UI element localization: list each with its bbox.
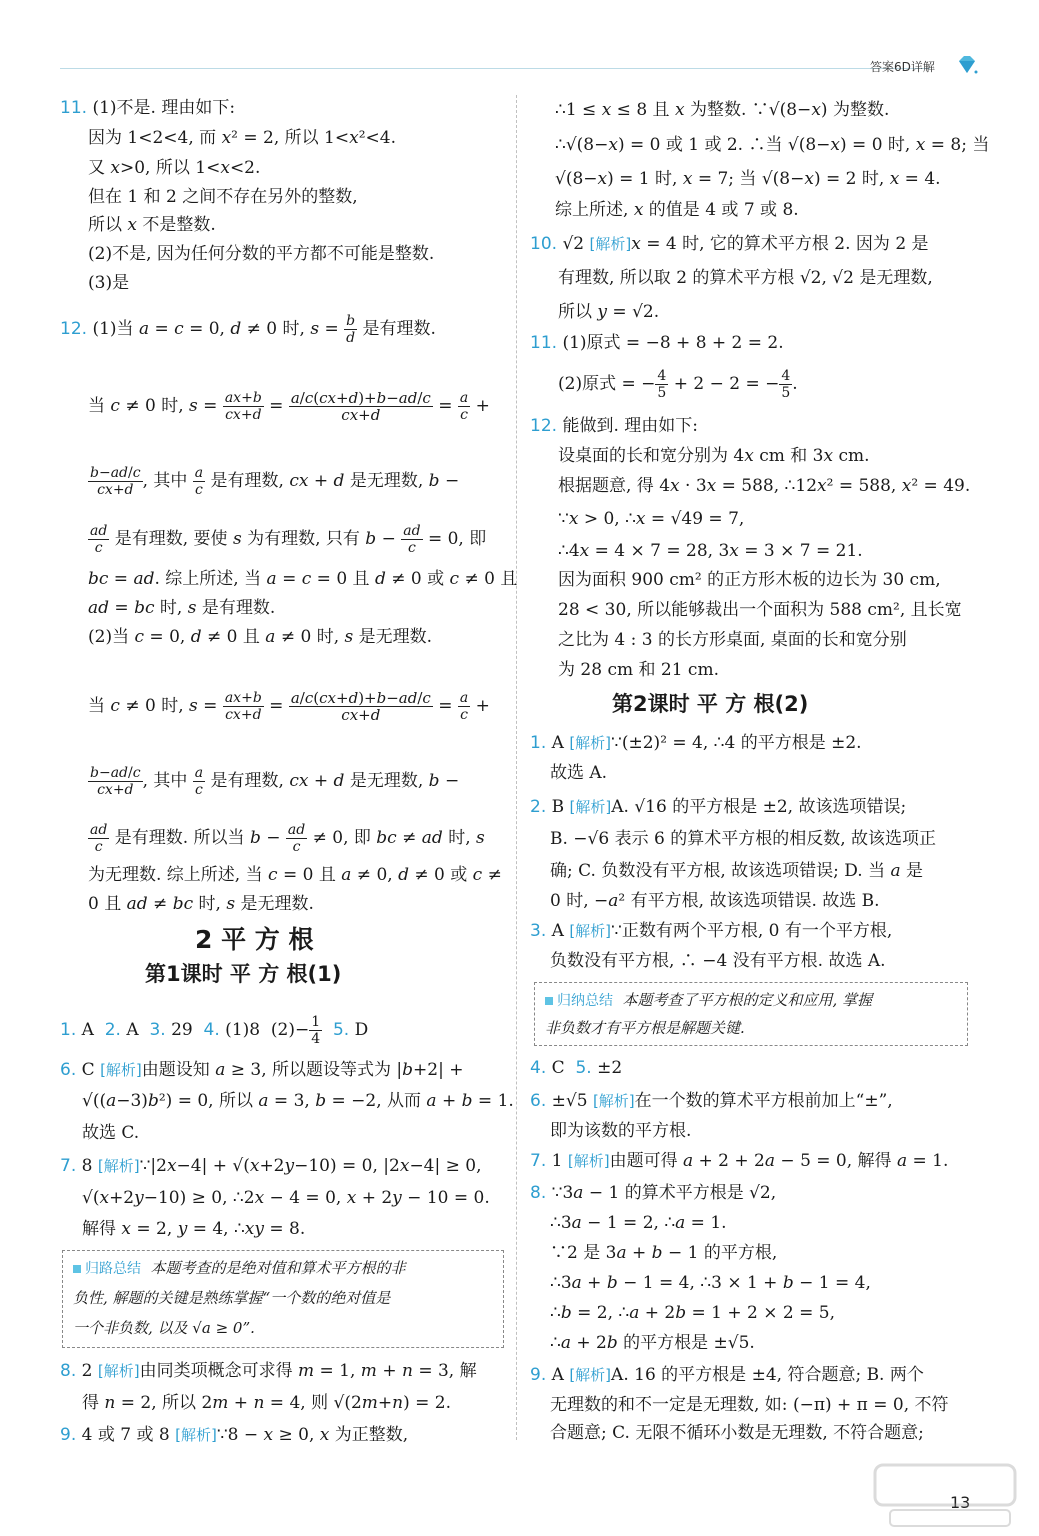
formula-line: 当 c ≠ 0 时, s = $\frac{ax+b}{cx+d}$ = $\frac{a/c(cx+d)+b-ad/c}{cx+d}$ = $\frac{a}{c}$ + [88, 389, 490, 424]
answer-line: (2)不是, 因为任何分数的平方都不可能是整数. [88, 244, 435, 264]
answer-line: ∴a + 2b 的平方根是 ±√5. [550, 1333, 755, 1353]
header-rule [60, 68, 930, 69]
square-icon [73, 1265, 81, 1273]
summary-box [534, 982, 968, 1046]
answer-line: 6. C [解析]由题设知 a ≥ 3, 所以题设等式为 |b+2| + [60, 1060, 464, 1080]
answer-line: 因为 1<2<4, 而 x² = 2, 所以 1<x²<4. [88, 128, 396, 148]
answer-line: 12. 能做到. 理由如下: [530, 416, 698, 436]
page-number: 13 [950, 1493, 971, 1512]
formula-line: $\frac{b-ad/c}{cx+d}$ , 其中 $\frac{a}{c}$ 是有理数, cx + d 是无理数, b − [90, 765, 460, 798]
summary-text: 负性, 解题的关键是熟练掌握“一个数的绝对值是 [73, 1289, 391, 1307]
answer-line: 2. B [解析]A. √16 的平方根是 ±2, 故该选项错误; [530, 797, 907, 817]
answer-line: 根据题意, 得 4x · 3x = 588, ∴12x² = 588, x² = 49. [558, 476, 971, 496]
answer-line: 设桌面的长和宽分别为 4x cm 和 3x cm. [558, 446, 870, 466]
answer-line: 8. ∵3a − 1 的算术平方根是 √2, [530, 1183, 777, 1203]
watermark-logo [865, 1460, 1025, 1530]
answer-line: 负数没有平方根, ∴ −4 没有平方根. 故选 A. [550, 951, 886, 971]
answer-line: (3)是 [88, 273, 130, 293]
square-icon [545, 997, 553, 1005]
answer-line: 0 且 ad ≠ bc 时, s 是无理数. [88, 894, 314, 914]
answer-line: 1. A 2. A 3. 29 4. (1)8 (2)− $\frac{1}{4}$ 5. D [60, 1014, 369, 1047]
header-label: 答案6D详解 [870, 60, 935, 74]
answer-line: 7. 1 [解析]由题可得 a + 2 + 2a − 5 = 0, 解得 a = 1. [530, 1151, 949, 1171]
answer-line: √(8−x) = 1 时, x = 7; 当 √(8−x) = 2 时, x = 4. [555, 169, 941, 189]
answer-line: 无理数的和不一定是无理数, 如: (−π) + π = 0, 不符 [550, 1395, 949, 1415]
answer-line: 3. A [解析]∵正数有两个平方根, 0 有一个平方根, [530, 921, 893, 941]
answer-line: 即为该数的平方根. [550, 1121, 692, 1141]
answer-line: √((a−3)b²) = 0, 所以 a = 3, b = −2, 从而 a + b = 1. [82, 1091, 514, 1111]
answer-line: √(x+2y−10) ≥ 0, ∴2x − 4 = 0, x + 2y − 10 = 0. [82, 1188, 490, 1208]
formula-line: 当 c ≠ 0 时, s = $\frac{ax+b}{cx+d}$ = $\frac{a/c(cx+d)+b-ad/c}{cx+d}$ = $\frac{a}{c}$ + [88, 689, 490, 724]
answer-line: 8. 2 [解析]由同类项概念可求得 m = 1, m + n = 3, 解 [60, 1361, 477, 1381]
answer-line: 解得 x = 2, y = 4, ∴xy = 8. [82, 1219, 306, 1239]
lesson-title: 第2课时 平 方 根(2) [612, 692, 809, 716]
answer-line: (2)当 c = 0, d ≠ 0 且 a ≠ 0 时, s 是无理数. [88, 627, 433, 647]
answer-line: 4. C 5. ±2 [530, 1058, 623, 1078]
answer-line: 为无理数. 综上所述, 当 c = 0 且 a ≠ 0, d ≠ 0 或 c ≠ [88, 865, 502, 885]
answer-line: ∴3a − 1 = 2, ∴a = 1. [550, 1213, 727, 1233]
answer-line: 故选 C. [82, 1123, 140, 1143]
formula-line: $\frac{ad}{c}$ 是有理数. 所以当 b − $\frac{ad}{c}$ ≠ 0, 即 bc ≠ ad 时, s [90, 822, 485, 855]
formula-line: $\frac{ad}{c}$ 是有理数, 要使 s 为有理数, 只有 b − $\frac{ad}{c}$ = 0, 即 [90, 523, 487, 556]
answer-line: 所以 y = √2. [558, 302, 660, 322]
answer-line: 1. A [解析]∵(±2)² = 4, ∴4 的平方根是 ±2. [530, 733, 862, 753]
section-title: 2 平 方 根 [195, 925, 314, 954]
answer-line: 确; C. 负数没有平方根, 故该选项错误; D. 当 a 是 [550, 861, 924, 881]
answer-line: 12. (1)当 a = c = 0, d ≠ 0 时, s = $\frac{b}{d}$ 是有理数. [60, 313, 436, 346]
answer-line: 11. (1)原式 = −8 + 8 + 2 = 2. [530, 333, 784, 353]
answer-line: ∴3a + b − 1 = 4, ∴3 × 1 + b − 1 = 4, [550, 1273, 871, 1293]
answer-line: 又 x>0, 所以 1<x<2. [88, 158, 261, 178]
answer-line: 0 时, −a² 有平方根, 故该选项错误. 故选 B. [550, 891, 880, 911]
lesson-title: 第1课时 平 方 根(1) [145, 962, 342, 986]
answer-line: 故选 A. [550, 763, 608, 783]
summary-text: 本题考查的是绝对值和算术平方根的非 [150, 1259, 406, 1277]
answer-line: ∴4x = 4 × 7 = 28, 3x = 3 × 7 = 21. [558, 541, 863, 561]
answer-line: B. −√6 表示 6 的算术平方根的相反数, 故该选项正 [550, 829, 937, 849]
formula-line: $\frac{b-ad/c}{cx+d}$ , 其中 $\frac{a}{c}$ 是有理数, cx + d 是无理数, b − [90, 465, 460, 498]
answer-line: 因为面积 900 cm² 的正方形木板的边长为 30 cm, [558, 570, 941, 590]
answer-line: ∴b = 2, ∴a + 2b = 1 + 2 × 2 = 5, [550, 1303, 835, 1323]
answer-line: 9. 4 或 7 或 8 [解析]∵8 − x ≥ 0, x 为正整数, [60, 1425, 409, 1445]
answer-line: 合题意; C. 无限不循环小数是无理数, 不符合题意; [550, 1423, 924, 1443]
answer-line: 得 n = 2, 所以 2m + n = 4, 则 √(2m+n) = 2. [82, 1393, 452, 1413]
answer-line: 7. 8 [解析]∵|2x−4| + √(x+2y−10) = 0, |2x−4| ≥ 0, [60, 1156, 482, 1176]
summary-label: 归路总结 [85, 1261, 141, 1277]
gem-icon [956, 55, 978, 75]
answer-line: ∴√(8−x) = 0 或 1 或 2. ∴当 √(8−x) = 0 时, x = 8; 当 [555, 135, 990, 155]
answer-line: 之比为 4 : 3 的长方形桌面, 桌面的长和宽分别 [558, 630, 907, 650]
summary-text: 非负数才有平方根是解题关键. [545, 1019, 745, 1037]
answer-line: ∴1 ≤ x ≤ 8 且 x 为整数. ∵√(8−x) 为整数. [555, 100, 890, 120]
answer-line: 9. A [解析]A. 16 的平方根是 ±4, 符合题意; B. 两个 [530, 1365, 924, 1385]
answer-line: 6. ±√5 [解析]在一个数的算术平方根前加上“±”, [530, 1091, 893, 1111]
answer-line: 所以 x 不是整数. [88, 215, 216, 235]
answer-line: 有理数, 所以取 2 的算术平方根 √2, √2 是无理数, [558, 268, 933, 288]
answer-line: 为 28 cm 和 21 cm. [558, 660, 719, 680]
formula-line: (2)原式 = − $\frac{4}{5}$ + 2 − 2 = − $\frac{4}{5}$ . [558, 368, 798, 401]
column-divider [516, 95, 517, 1440]
answer-line: ∵2 是 3a + b − 1 的平方根, [550, 1243, 778, 1263]
answer-line: 综上所述, x 的值是 4 或 7 或 8. [555, 200, 799, 220]
answer-line: 10. √2 [解析]x = 4 时, 它的算术平方根 2. 因为 2 是 [530, 234, 929, 254]
summary-box [62, 1250, 504, 1348]
answer-line: 11. (1)不是. 理由如下: [60, 98, 236, 118]
answer-line: 28 < 30, 所以能够裁出一个面积为 588 cm², 且长宽 [558, 600, 962, 620]
summary-text: 一个非负数, 以及 √a ≥ 0”. [73, 1319, 255, 1337]
answer-line: ad = bc 时, s 是有理数. [88, 598, 276, 618]
summary-text: 本题考查了平方根的定义和应用, 掌握 [622, 991, 873, 1009]
summary-label: 归纳总结 [557, 993, 613, 1009]
answer-line: bc = ad. 综上所述, 当 a = c = 0 且 d ≠ 0 或 c ≠ 0 且 [88, 569, 518, 589]
answer-line: ∵x > 0, ∴x = √49 = 7, [558, 509, 745, 529]
answer-line: 但在 1 和 2 之间不存在另外的整数, [88, 187, 358, 207]
